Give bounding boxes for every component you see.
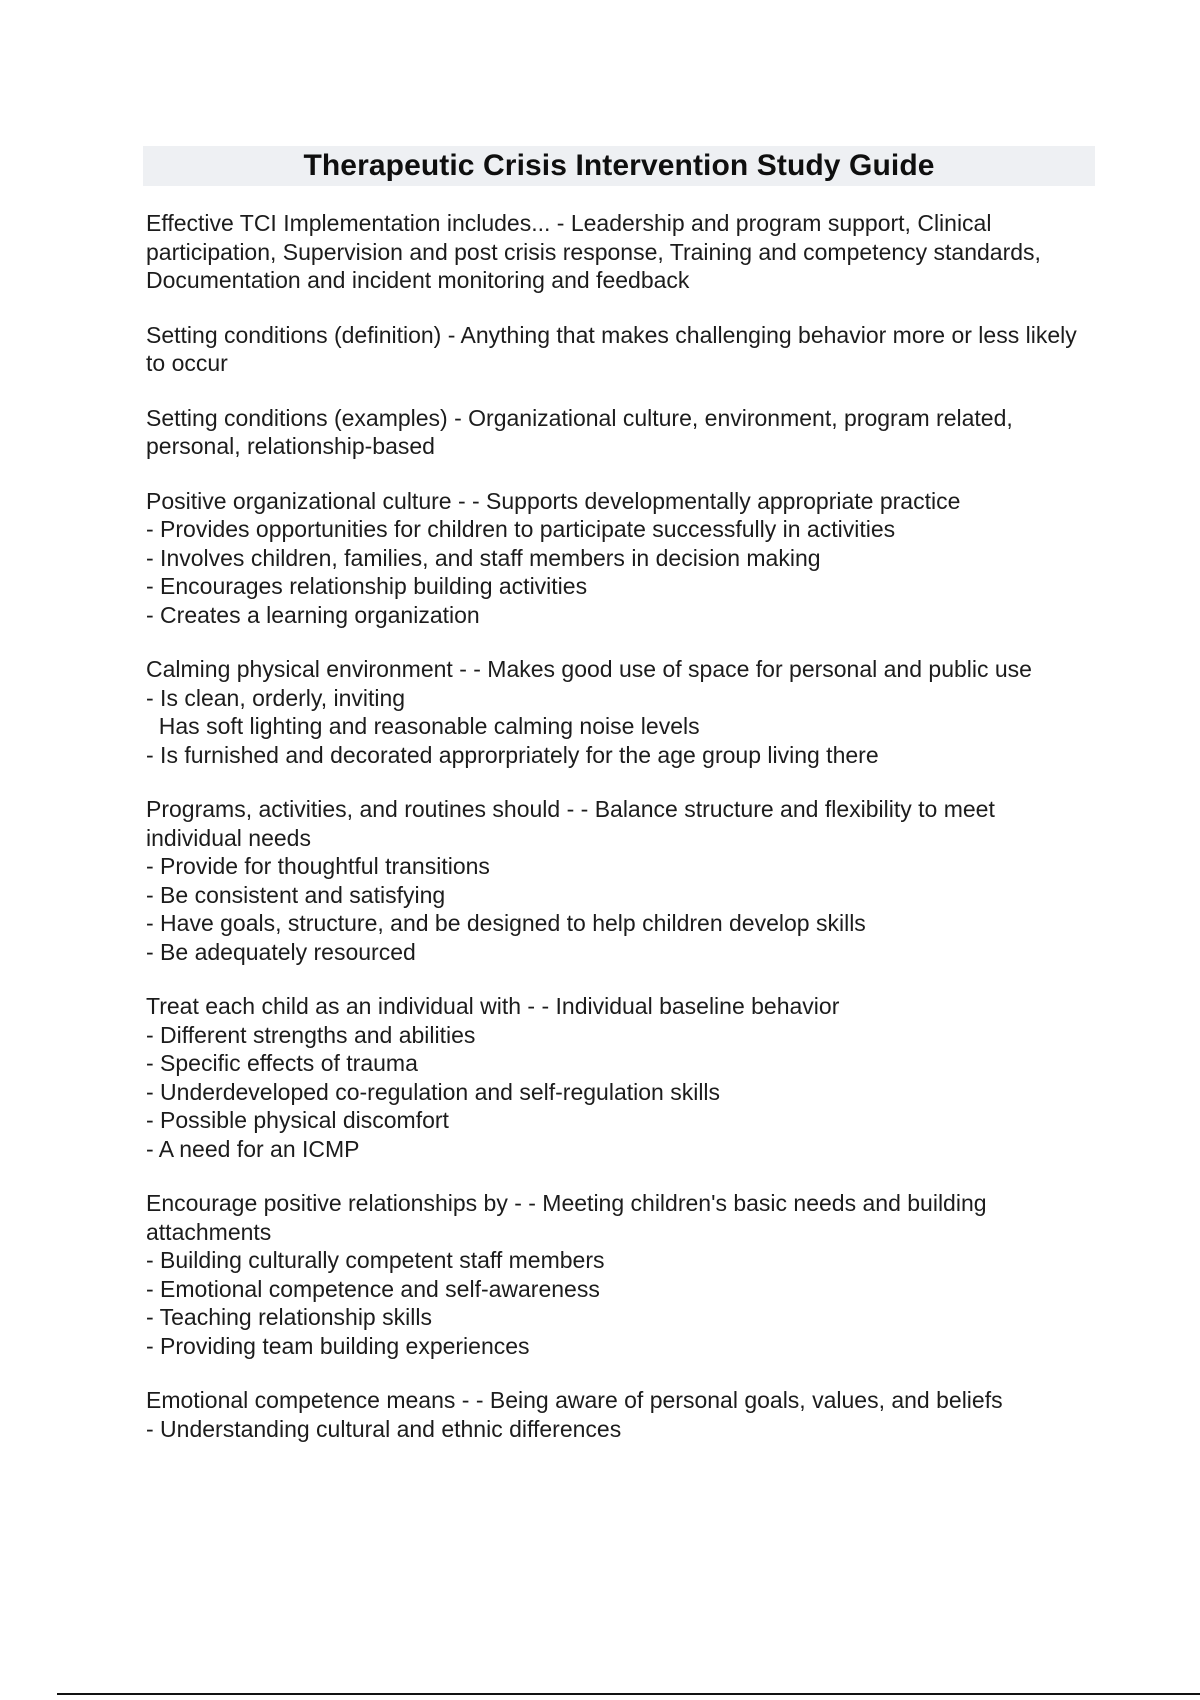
list-item: - Provide for thoughtful transitions <box>146 853 490 879</box>
entry-heading-line: Programs, activities, and routines should - - Balance structure and flexibility to meet individual needs <box>146 796 995 851</box>
entry-text: Setting conditions (definition) - Anything that makes challenging behavior more or less likely to occur <box>146 321 1077 376</box>
list-item: - Involves children, families, and staff members in decision making <box>146 544 821 571</box>
list-item: - A need for an ICMP <box>146 1135 360 1162</box>
title-bar <box>143 146 1095 186</box>
list-item: - Different strengths and abilities <box>146 1021 476 1048</box>
list-item: - Is furnished and decorated approrpriately for the age group living there <box>146 741 879 768</box>
list-item: - Emotional competence and self-awareness <box>146 1275 600 1302</box>
entry-setting-conditions-definition <box>146 321 1096 378</box>
page-bottom-rule <box>57 1693 1200 1695</box>
list-item: - Be adequately resourced <box>146 938 416 965</box>
entry-heading-line: Calming physical environment - - Makes good use of space for personal and public use <box>146 656 1032 682</box>
list-item: - Be consistent and satisfying <box>146 881 446 908</box>
list-item: - Possible physical discomfort <box>146 1107 449 1133</box>
entry-heading-line: Positive organizational culture - - Supports developmentally appropriate practice <box>146 487 961 514</box>
list-item: - Understanding cultural and ethnic differences <box>146 1415 622 1442</box>
list-item: - Encourages relationship building activities <box>146 573 588 599</box>
list-item: - Providing team building experiences <box>146 1332 530 1359</box>
list-item: - Provides opportunities for children to participate successfully in activities <box>146 516 896 542</box>
entry-setting-conditions-examples <box>146 404 1096 461</box>
entry-tci-implementation <box>146 209 1096 295</box>
list-item: - Building culturally competent staff members <box>146 1247 605 1273</box>
list-item: - Specific effects of trauma <box>146 1050 418 1076</box>
list-item: - Teaching relationship skills <box>146 1304 432 1330</box>
entry-heading-line: Encourage positive relationships by - - Meeting children's basic needs and building attachments <box>146 1190 987 1245</box>
entry-text: Setting conditions (examples) - Organizational culture, environment, program related, personal, relationship-based <box>146 404 1013 459</box>
list-item: - Is clean, orderly, inviting <box>146 684 406 711</box>
entry-positive-organizational-culture <box>146 487 1096 630</box>
entry-calming-physical-environment <box>146 655 1096 769</box>
entry-programs-activities-routines <box>146 795 1096 966</box>
page-title: Therapeutic Crisis Intervention Study Guide <box>303 149 935 182</box>
entry-heading-line: Treat each child as an individual with - - Individual baseline behavior <box>146 993 840 1019</box>
study-guide-content <box>146 209 1096 1469</box>
list-item: Has soft lighting and reasonable calming noise levels <box>146 713 700 739</box>
entry-emotional-competence <box>146 1386 1096 1443</box>
list-item: - Have goals, structure, and be designed to help children develop skills <box>146 910 866 936</box>
entry-text: Effective TCI Implementation includes... - Leadership and program support, Clinical participation, Supervision and post crisis response, Training and competency standards, Documentation and incident monitoring and feedback <box>146 210 1041 293</box>
entry-encourage-positive-relationships <box>146 1189 1096 1360</box>
list-item: - Creates a learning organization <box>146 601 480 628</box>
entry-treat-each-child <box>146 992 1096 1163</box>
list-item: - Underdeveloped co-regulation and self-regulation skills <box>146 1078 721 1105</box>
entry-heading-line: Emotional competence means - - Being aware of personal goals, values, and beliefs <box>146 1387 1003 1413</box>
